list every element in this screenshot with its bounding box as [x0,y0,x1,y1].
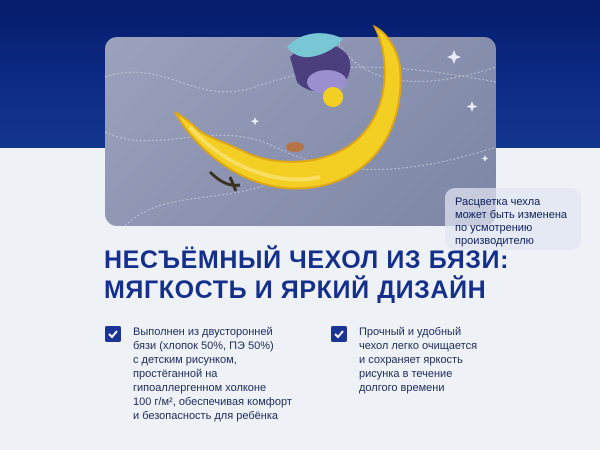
page-title-line-1: НЕСЪЁМНЫЙ ЧЕХОЛ ИЗ БЯЗИ: [104,246,510,274]
page-title [104,245,584,305]
feature-item-fabric [105,325,292,423]
moon-pattern-illustration [105,37,496,226]
feature-item-durability [331,325,477,395]
checkbox-icon [331,326,347,342]
feature-text-durability: Прочный и удобный чехол легко очищается и сохраняет яркость рисунка в течение долгого времени [359,326,478,394]
checkbox-icon [105,326,121,342]
color-disclaimer-note: Расцветка чехла может быть изменена по усмотрению производителю [445,188,581,250]
feature-text-fabric: Выполнен из двусторонней бязи (хлопок 50%, ПЭ 50%) с детским рисунком, простёганной на гипоаллергенном холконе 100 г/м², обеспечивая комфорт и безопасность для ребёнка [133,326,292,422]
fabric-photo [105,37,568,247]
page-title-line-2: МЯГКОСТЬ И ЯРКИЙ ДИЗАЙН [104,276,487,304]
